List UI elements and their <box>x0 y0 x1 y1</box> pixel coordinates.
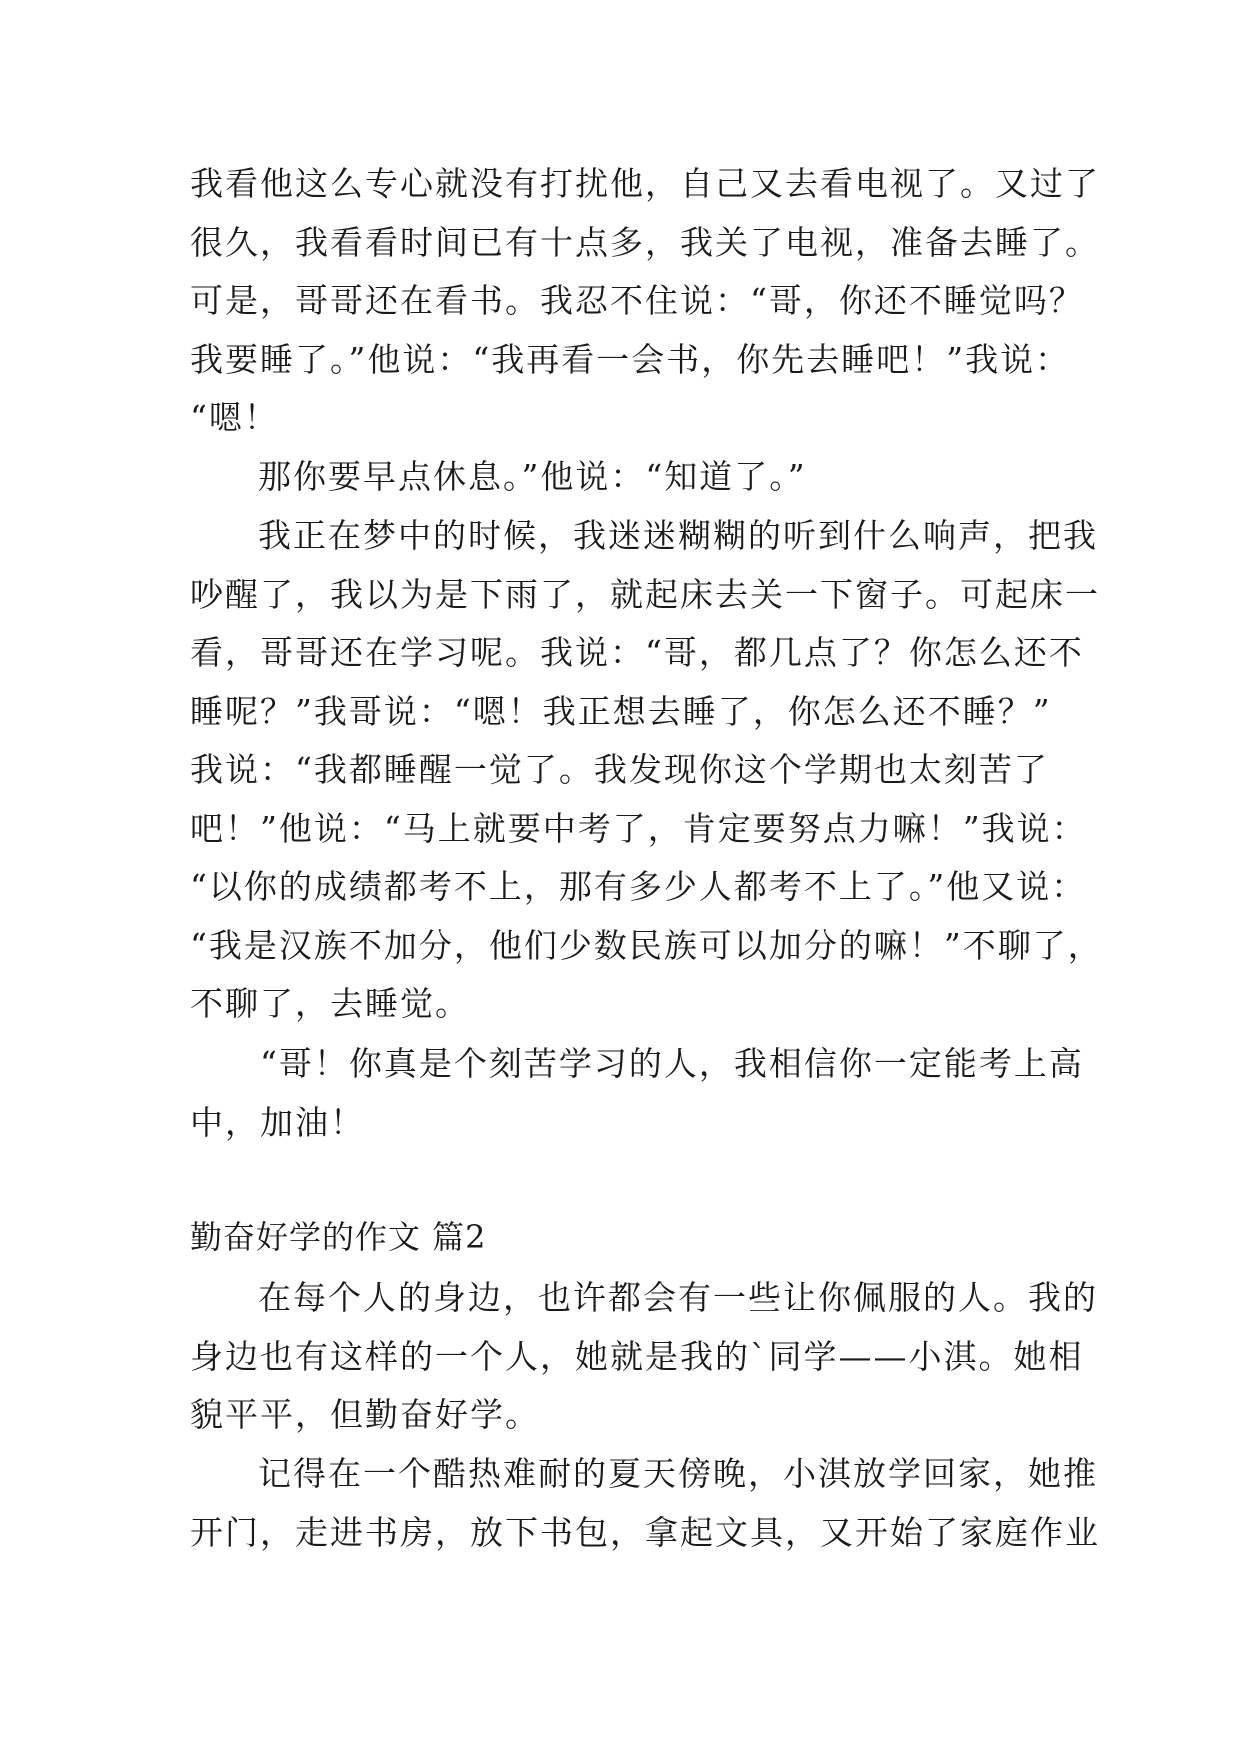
text-line: 我说：“我都睡醒一觉了。我发现你这个学期也太刻苦了 <box>190 750 1049 789</box>
text-line: 可是，哥哥还在看书。我忍不住说：“哥，你还不睡觉吗？ <box>190 281 1084 320</box>
text-line: 看，哥哥还在学习呢。我说：“哥，都几点了？你怎么还不 <box>190 633 1084 672</box>
section-title: 勤奋好学的作文 篇2 <box>190 1218 487 1256</box>
text-line: 貌平平，但勤奋好学。 <box>190 1395 540 1434</box>
text-line: 吧！”他说：“马上就要中考了，肯定要努点力嘛！”我说： <box>190 808 1087 848</box>
text-line: 很久，我看看时间已有十点多，我关了电视，准备去睡了。 <box>190 222 1100 262</box>
text-line: 不聊了，去睡觉。 <box>190 984 470 1023</box>
section2-paragraph-1 <box>190 1269 1098 1445</box>
text-line: 吵醒了，我以为是下雨了，就起床去关一下窗子。可起床一 <box>190 574 1100 614</box>
paragraph-3 <box>190 507 1103 1034</box>
text-line: “嗯！ <box>190 398 279 437</box>
paragraph-1 <box>190 155 1100 448</box>
text-line: “以你的成绩都考不上，那有多少人都考不上了。”他又说： <box>190 867 1087 906</box>
text-line: 那你要早点休息。”他说：“知道了。” <box>258 457 807 496</box>
text-line: 身边也有这样的一个人，她就是我的`同学——小淇。她相 <box>190 1336 1084 1376</box>
paragraph-2 <box>190 448 1070 507</box>
text-line: 在每个人的身边，也许都会有一些让你佩服的人。我的 <box>258 1278 1098 1317</box>
text-line: “我是汉族不加分，他们少数民族可以加分的嘛！”不聊了， <box>190 925 1103 965</box>
text-line: 我正在梦中的时候，我迷迷糊糊的听到什么响声，把我 <box>258 516 1098 555</box>
section2-paragraph-2 <box>190 1445 1100 1562</box>
text-line: 我要睡了。”他说：“我再看一会书，你先去睡吧！”我说： <box>190 339 1071 379</box>
text-line: 我看他这么专心就没有打扰他，自己又去看电视了。又过了 <box>190 164 1100 203</box>
paragraph-4 <box>190 1035 1084 1152</box>
text-line: 睡呢？”我哥说：“嗯！我正想去睡了，你怎么还不睡？” <box>190 691 1052 731</box>
text-line: 开门，走进书房，放下书包，拿起文具，又开始了家庭作业 <box>190 1512 1100 1552</box>
text-line: 记得在一个酷热难耐的夏天傍晚，小淇放学回家，她推 <box>258 1454 1098 1493</box>
text-line: “哥！你真是个刻苦学习的人，我相信你一定能考上高 <box>260 1044 1084 1083</box>
text-line: 中，加油！ <box>190 1102 365 1142</box>
